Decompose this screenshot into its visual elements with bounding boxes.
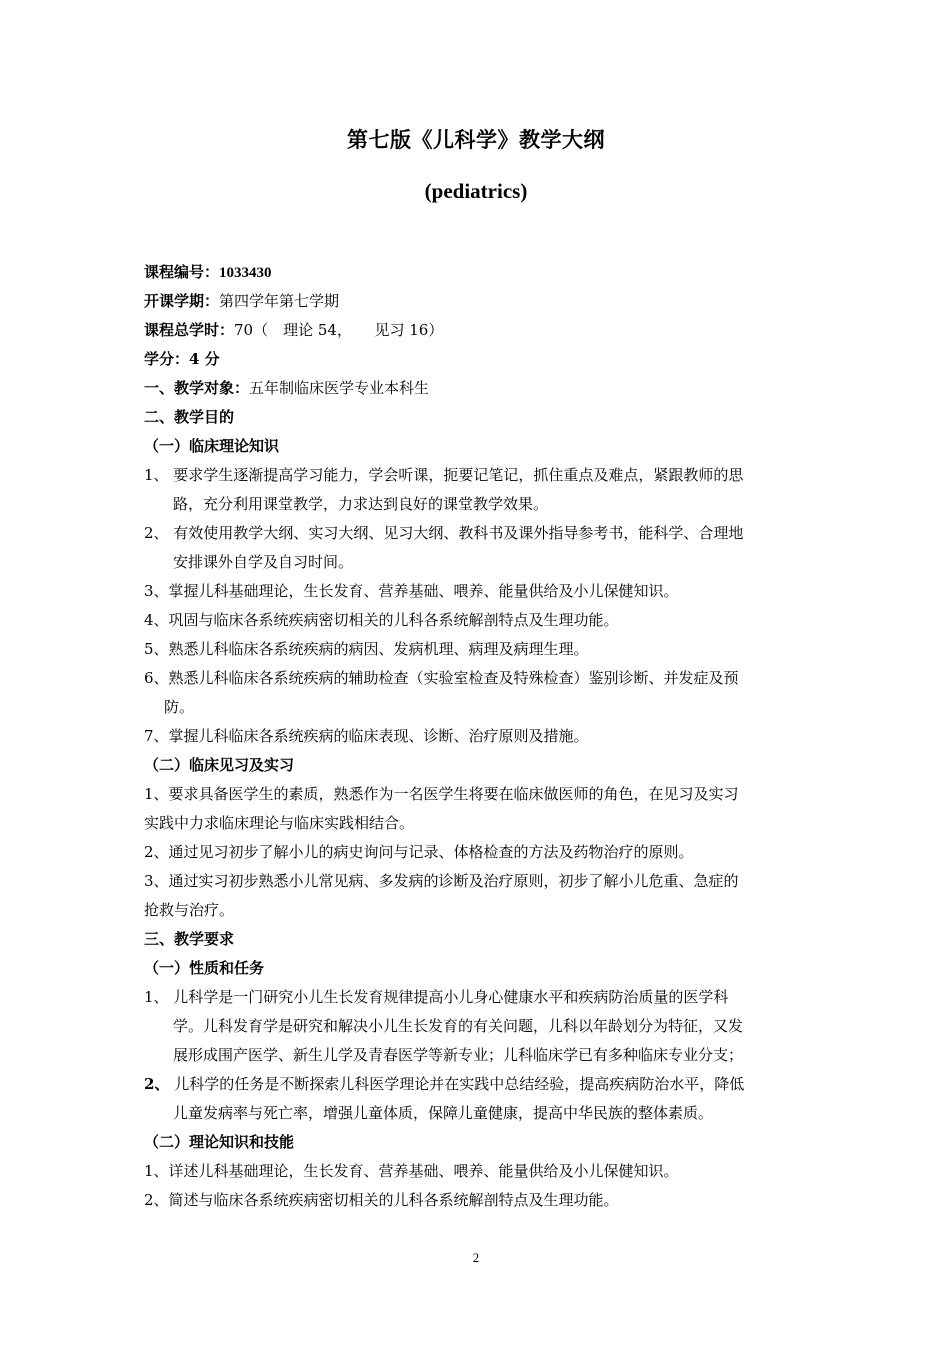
course-term-value: 第四学年第七学期 [219, 292, 340, 310]
page-number: 2 [472, 1250, 480, 1265]
document-subtitle: (pediatrics) [424, 179, 528, 203]
list-item: 4、巩固与临床各系统疾病密切相关的儿科各系统解剖特点及生理功能。 [144, 611, 619, 629]
section-heading: 一、教学对象： [144, 379, 250, 397]
list-item: 6、熟悉儿科临床各系统疾病的辅助检查（实验室检查及特殊检查）鉴别诊断、并发症及预 [144, 669, 739, 687]
subsection-heading: （一）临床理论知识 [144, 437, 280, 455]
list-item-continuation: 儿童发病率与死亡率，增强儿童体质，保障儿童健康，提高中华民族的整体素质。 [173, 1104, 714, 1122]
list-item-continuation: 展形成围产医学、新生儿学及青春医学等新专业；儿科临床学已有多种临床专业分支； [173, 1046, 744, 1064]
document-body [144, 258, 816, 1215]
list-item [144, 1070, 816, 1099]
list-item: 3、掌握儿科基础理论，生长发育、营养基础、喂养、能量供给及小儿保健知识。 [144, 582, 679, 600]
section-teaching-target [144, 374, 816, 403]
paragraph-line: 2、简述与临床各系统疾病密切相关的儿科各系统解剖特点及生理功能。 [144, 1191, 619, 1209]
paragraph-line: 1、详述儿科基础理论，生长发育、营养基础、喂养、能量供给及小儿保健知识。 [144, 1162, 679, 1180]
list-item-continuation: 防。 [164, 698, 195, 716]
paragraph-line: 3、通过实习初步熟悉小儿常见病、多发病的诊断及治疗原则，初步了解小儿危重、急症的 [144, 872, 739, 890]
list-item: 2、 有效使用教学大纲、实习大纲、见习大纲、教科书及课外指导参考书，能科学、合理地 [144, 524, 744, 542]
course-hours-line [144, 316, 816, 345]
list-item-number: 2、 [144, 1075, 170, 1093]
list-item-continuation: 学。儿科发育学是研究和解决小儿生长发育的有关问题，儿科以年龄划分为特征，又发 [173, 1017, 744, 1035]
course-hours-label: 课程总学时： [144, 321, 235, 339]
subsection-heading: （二）临床见习及实习 [144, 756, 295, 774]
section-value: 五年制临床医学专业本科生 [249, 379, 430, 397]
subsection-heading: （二）理论知识和技能 [144, 1133, 295, 1151]
paragraph-line: 实践中力求临床理论与临床实践相结合。 [144, 814, 415, 832]
course-code-value: 1033430 [219, 265, 272, 281]
course-term-line [144, 287, 816, 316]
paragraph-line: 2、通过见习初步了解小儿的病史询问与记录、体格检查的方法及药物治疗的原则。 [144, 843, 694, 861]
list-item: 7、掌握儿科临床各系统疾病的临床表现、诊断、治疗原则及措施。 [144, 727, 589, 745]
list-item: 1、 要求学生逐渐提高学习能力，学会听课，扼要记笔记，抓住重点及难点，紧跟教师的思 [144, 466, 744, 484]
paragraph-line: 抢救与治疗。 [144, 901, 235, 919]
list-item: 1、 儿科学是一门研究小儿生长发育规律提高小儿身心健康水平和疾病防治质量的医学科 [144, 988, 729, 1006]
list-item-text: 儿科学的任务是不断探索儿科医学理论并在实践中总结经验，提高疾病防治水平，降低 [169, 1075, 745, 1093]
paragraph-line: 1、要求具备医学生的素质，熟悉作为一名医学生将要在临床做医师的角色，在见习及实习 [144, 785, 739, 803]
course-hours-value: 70（ 理论 54， 见习 16） [234, 321, 444, 339]
document-title: 第七版《儿科学》教学大纲 [347, 127, 605, 152]
course-credit-line [144, 345, 816, 374]
course-code-label: 课程编号： [144, 263, 220, 281]
list-item: 5、熟悉儿科临床各系统疾病的病因、发病机理、病理及病理生理。 [144, 640, 589, 658]
course-credit-label: 学分： [144, 350, 190, 368]
subsection-heading: （一）性质和任务 [144, 959, 265, 977]
course-credit-value: 4 分 [189, 350, 220, 368]
course-code-line [144, 258, 816, 287]
list-item-continuation: 路，充分利用课堂教学，力求达到良好的课堂教学效果。 [173, 495, 549, 513]
section-heading: 三、教学要求 [144, 930, 235, 948]
list-item-continuation: 安排课外自学及自习时间。 [173, 553, 354, 571]
course-term-label: 开课学期： [144, 292, 220, 310]
section-heading: 二、教学目的 [144, 408, 235, 426]
